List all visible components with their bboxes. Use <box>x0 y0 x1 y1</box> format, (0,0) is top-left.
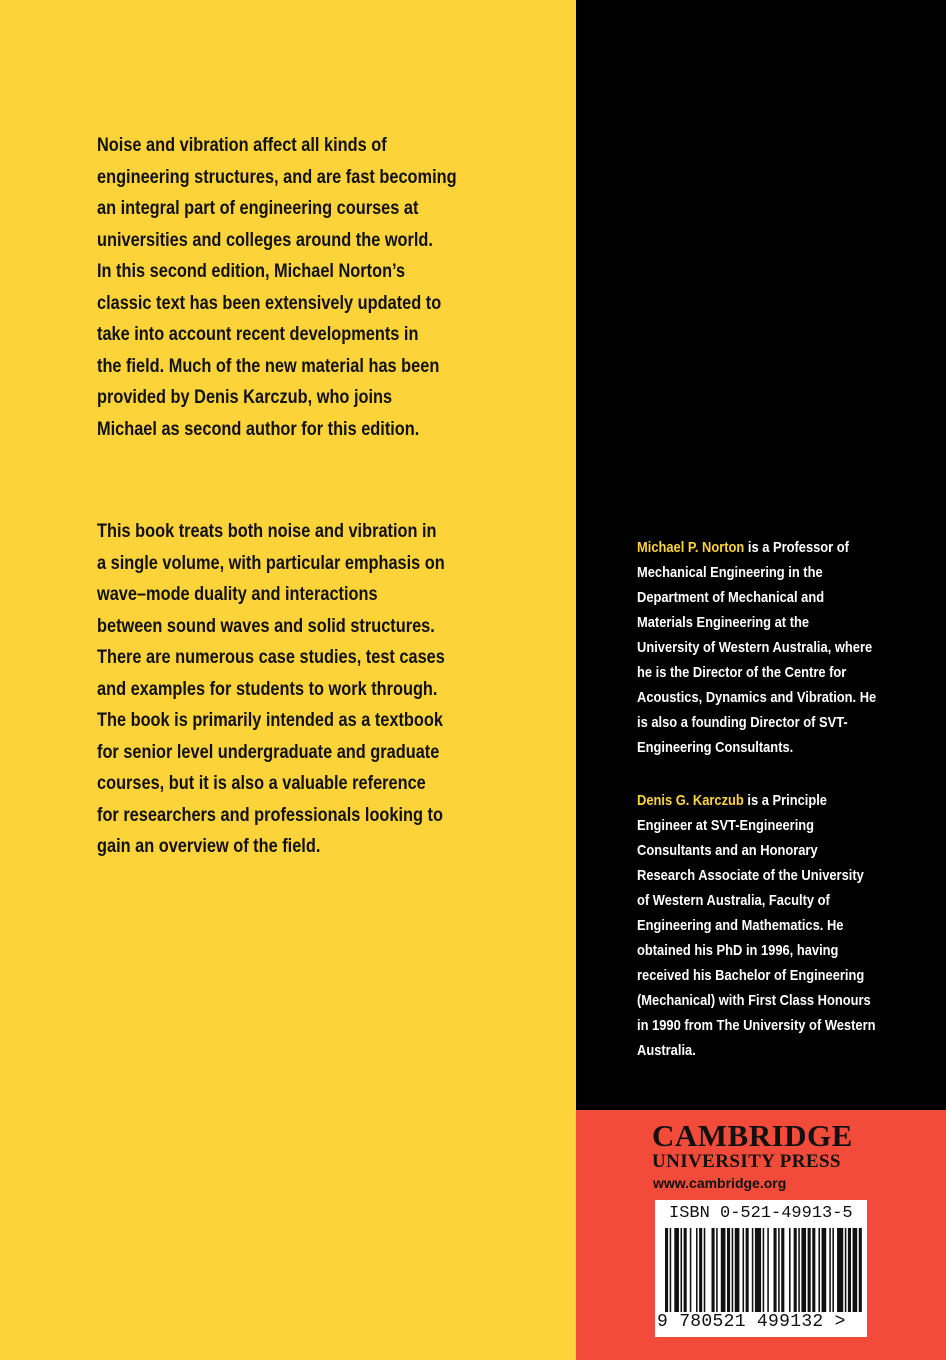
isbn-label: ISBN 0-521-49913-5 <box>669 1204 853 1223</box>
barcode-bar <box>665 1228 668 1312</box>
blurb-line: courses, but it is also a valuable reference <box>97 773 426 794</box>
author-name: Michael P. Norton <box>637 539 745 556</box>
barcode-bar <box>712 1228 715 1312</box>
bio-line: Acoustics, Dynamics and Vibration. He <box>637 689 877 706</box>
barcode-bar <box>859 1228 862 1312</box>
barcode-bar <box>727 1228 730 1312</box>
blurb-line: Michael as second author for this edition. <box>97 418 420 440</box>
barcode-bar <box>822 1228 827 1312</box>
author-bio-karczub <box>637 788 886 1063</box>
barcode-bar <box>801 1228 806 1312</box>
barcode-bar <box>767 1228 769 1312</box>
barcode-bar <box>829 1228 831 1312</box>
barcode-bar <box>684 1228 687 1312</box>
blurb-line: universities and colleges around the world. <box>97 229 433 251</box>
bio-first-line <box>637 788 886 813</box>
blurb-line: for researchers and professionals looking to <box>97 804 443 826</box>
blurb-line: between sound waves and solid structures. <box>97 615 435 637</box>
barcode-bar <box>778 1228 780 1312</box>
bio-text: is a Professor of <box>744 539 849 556</box>
barcode-bar <box>721 1228 726 1312</box>
blurb-line: In this second edition, Michael Norton’s <box>97 261 406 282</box>
bio-line: Engineering and Mathematics. He <box>637 917 844 934</box>
barcode-bar <box>696 1228 698 1312</box>
isbn-barcode <box>655 1200 867 1337</box>
barcode-bar <box>743 1228 745 1312</box>
bio-line: received his Bachelor of Engineering <box>637 967 865 984</box>
bio-line: (Mechanical) with First Class Honours <box>637 992 871 1009</box>
bio-line: obtained his PhD in 1996, having <box>637 942 839 959</box>
barcode-bar <box>853 1228 858 1312</box>
publisher-subtitle: UNIVERSITY PRESS <box>652 1151 841 1172</box>
blurb-paragraph-2 <box>97 516 445 863</box>
barcode-bar <box>789 1228 791 1312</box>
ean-digits: 9 780521 499132 > <box>657 1312 846 1332</box>
bio-line: Mechanical Engineering in the <box>637 564 823 581</box>
bio-line: University of Western Australia, where <box>637 639 873 656</box>
barcode-bar <box>674 1228 679 1312</box>
blurb-line: the field. Much of the new material has been <box>97 355 440 377</box>
bio-text: is a Principle <box>743 792 827 809</box>
blurb-line: This book treats both noise and vibration in <box>97 521 437 542</box>
barcode-bar <box>763 1228 765 1312</box>
barcode-bar <box>690 1228 692 1312</box>
barcode-bar <box>752 1228 754 1312</box>
barcode-bar <box>781 1228 784 1312</box>
barcode-bar <box>837 1228 843 1312</box>
blurb-line: a single volume, with particular emphasis on <box>97 552 445 574</box>
blurb-line: provided by Denis Karczub, who joins <box>97 387 393 408</box>
barcode-bars <box>655 1228 867 1312</box>
bio-line: Materials Engineering at the <box>637 614 810 631</box>
bio-first-line <box>637 535 886 560</box>
publisher-url: www.cambridge.org <box>653 1175 787 1191</box>
bio-line: Research Associate of the University <box>637 867 864 884</box>
barcode-bar <box>681 1228 683 1312</box>
blurb-line: The book is primarily intended as a textbook <box>97 710 443 731</box>
blurb-line: engineering structures, and are fast becoming <box>97 166 457 188</box>
barcode-bar <box>732 1228 734 1312</box>
barcode-bar <box>832 1228 834 1312</box>
barcode-bar <box>812 1228 815 1312</box>
barcode-bar <box>818 1228 820 1312</box>
blurb-line: an integral part of engineering courses at <box>97 198 419 219</box>
barcode-bar <box>704 1228 706 1312</box>
blurb-line: There are numerous case studies, test cases <box>97 647 445 668</box>
barcode-bar <box>774 1228 777 1312</box>
barcode-bar <box>670 1228 672 1312</box>
barcode-bar <box>746 1228 749 1312</box>
author-name: Denis G. Karczub <box>637 792 744 809</box>
barcode-bar <box>699 1228 702 1312</box>
blurb-line: take into account recent developments in <box>97 324 419 345</box>
blurb-line: wave–mode duality and interactions <box>97 584 378 605</box>
bio-line: of Western Australia, Faculty of <box>637 892 830 909</box>
blurb-paragraph-1 <box>97 130 457 445</box>
bio-line: Department of Mechanical and <box>637 589 825 606</box>
author-bio-norton <box>637 535 886 760</box>
barcode-bar <box>845 1228 847 1312</box>
barcode-bar <box>735 1228 740 1312</box>
blurb-line: gain an overview of the field. <box>97 836 321 857</box>
blurb-line: and examples for students to work through. <box>97 678 438 700</box>
bio-line: in 1990 from The University of Western <box>637 1017 876 1034</box>
bio-line: he is the Director of the Centre for <box>637 664 847 681</box>
bio-line: Engineer at SVT-Engineering <box>637 817 815 834</box>
barcode-bar <box>755 1228 761 1312</box>
barcode-bar <box>716 1228 718 1312</box>
blurb-line: Noise and vibration affect all kinds of <box>97 135 387 156</box>
bio-line: Consultants and an Honorary <box>637 842 818 859</box>
barcode-bar <box>794 1228 797 1312</box>
bio-line: is also a founding Director of SVT- <box>637 714 848 731</box>
publisher-name: CAMBRIDGE <box>652 1118 853 1153</box>
bio-line: Engineering Consultants. <box>637 739 794 756</box>
barcode-bar <box>798 1228 800 1312</box>
barcode-bar <box>848 1228 851 1312</box>
blurb-line: for senior level undergraduate and graduate <box>97 741 440 763</box>
blurb-line: classic text has been extensively updated to <box>97 292 442 314</box>
barcode-bar <box>808 1228 811 1312</box>
bio-line: Australia. <box>637 1042 696 1059</box>
